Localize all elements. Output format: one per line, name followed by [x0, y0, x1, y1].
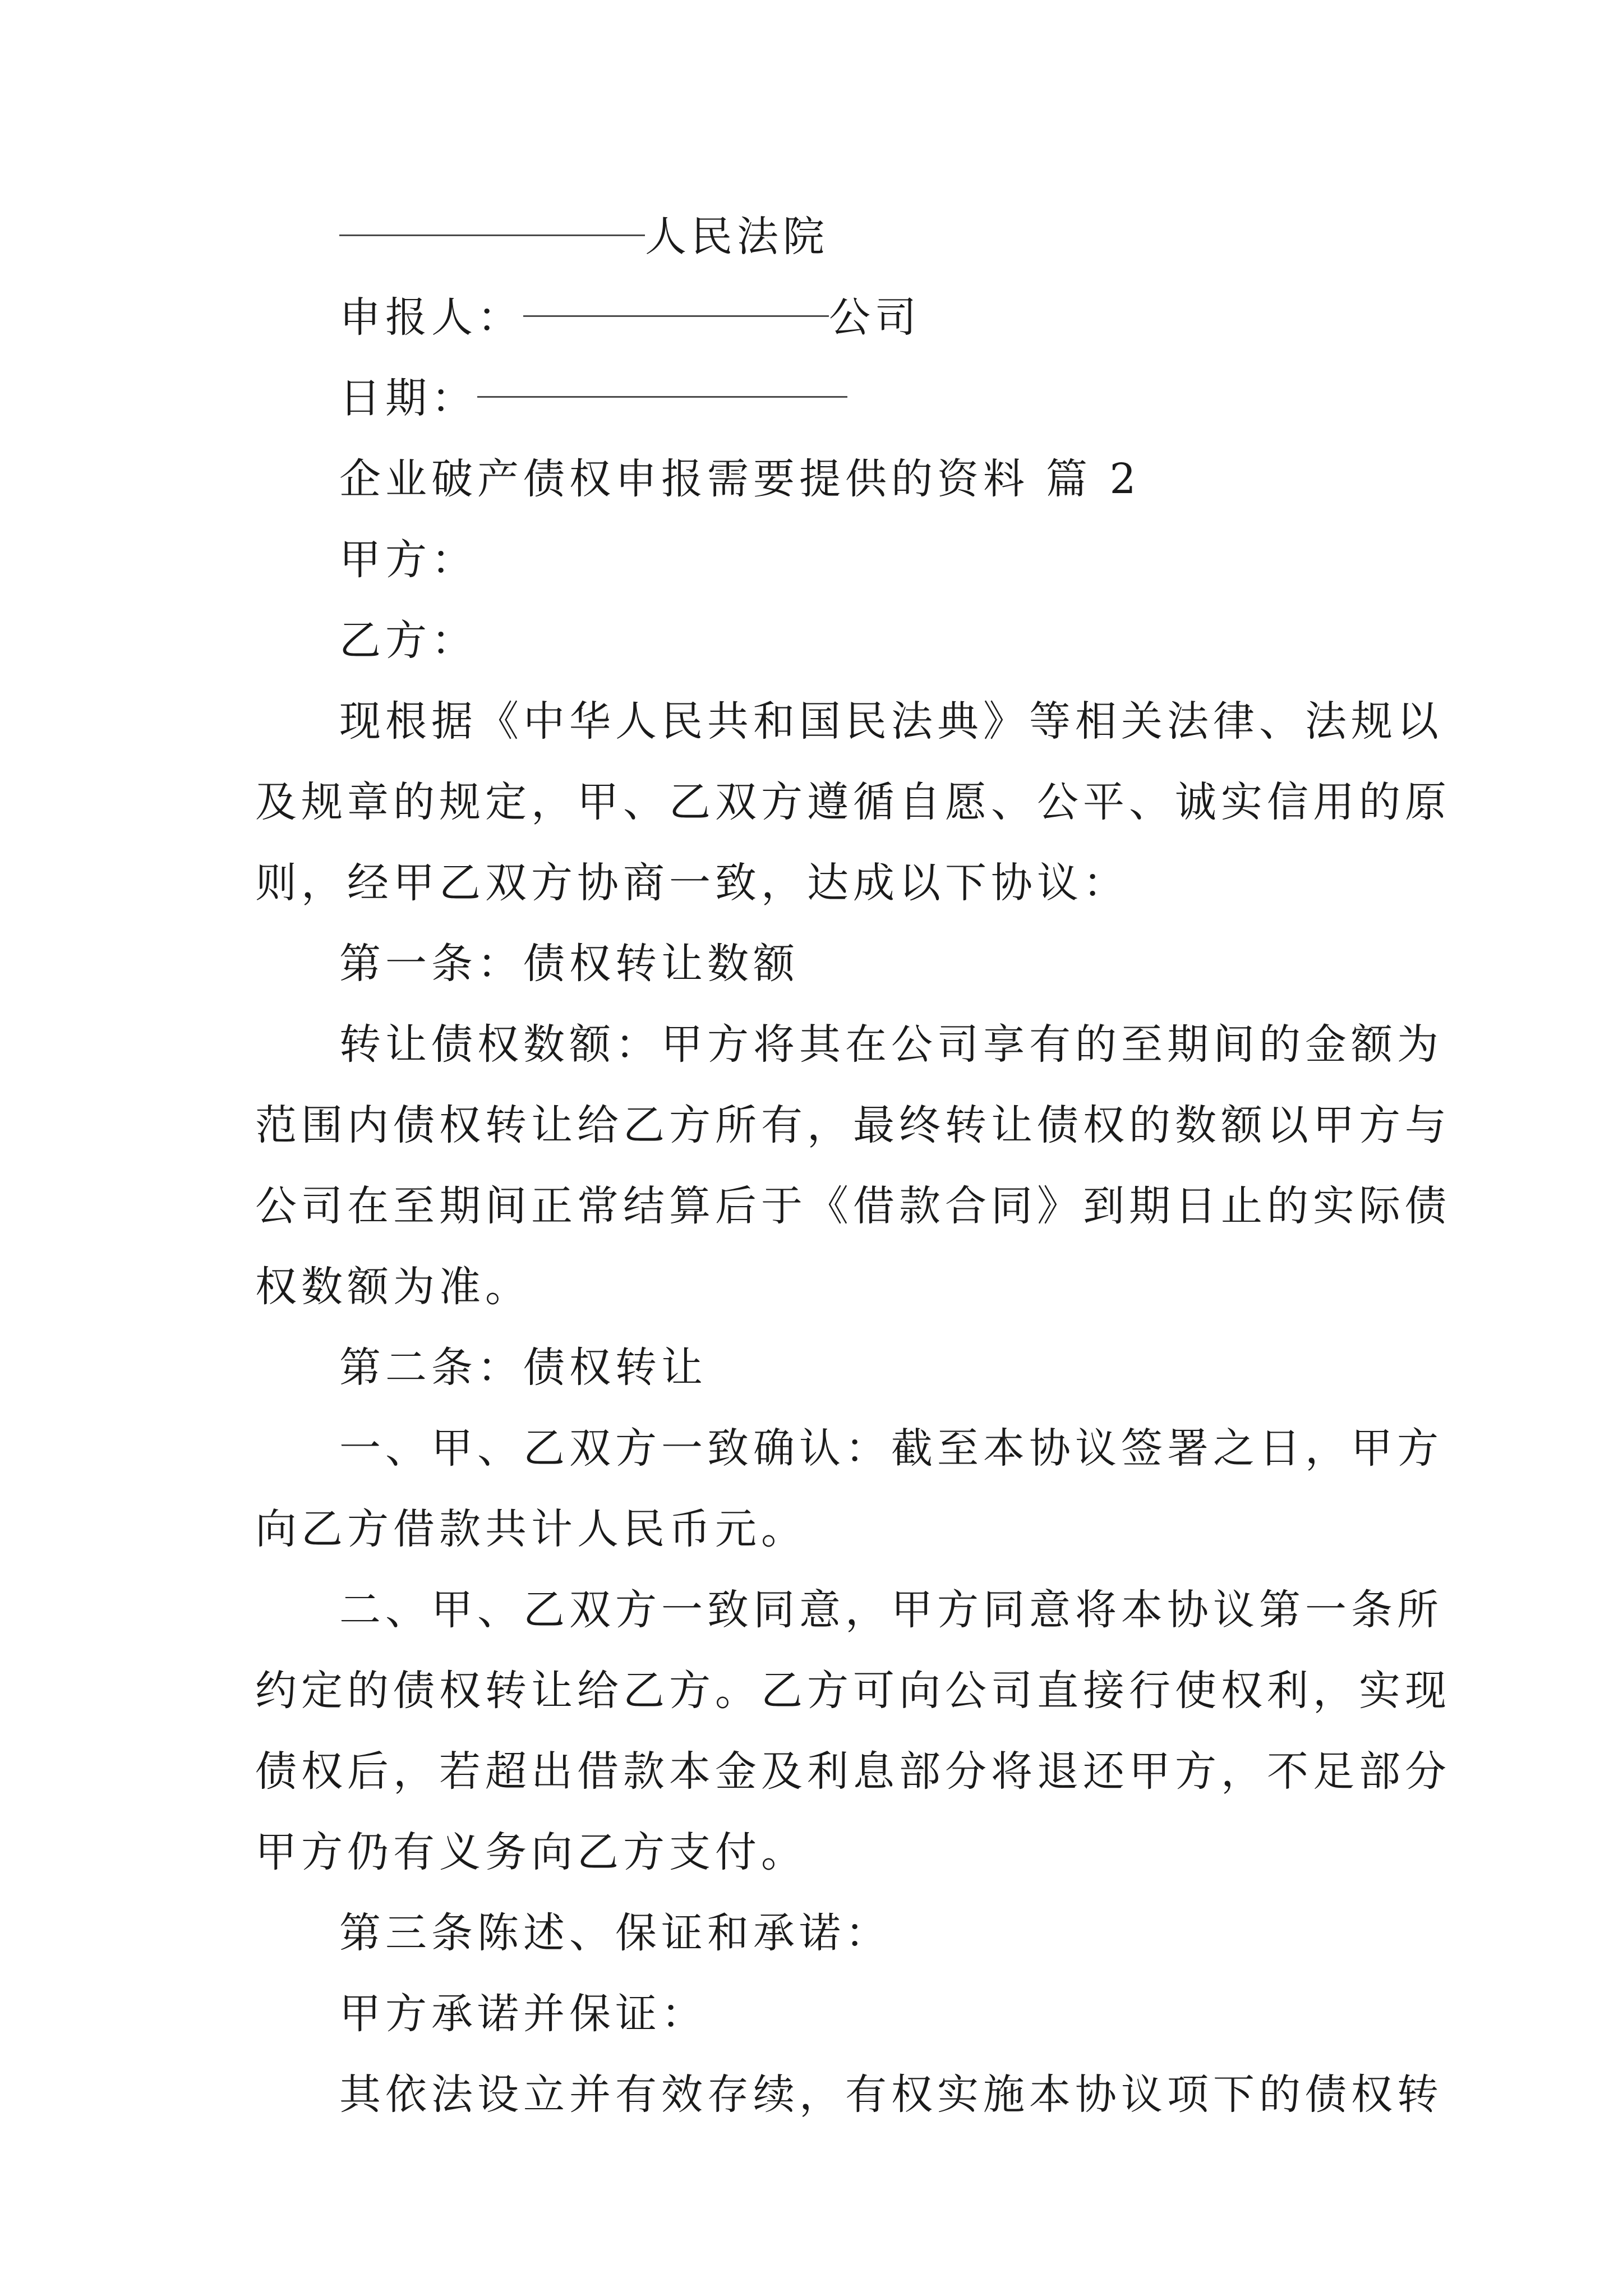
section-number: 篇 2 [1046, 455, 1141, 503]
article-2-item-1-line: 一、甲、乙双方一致确认：截至本协议签署之日，甲方 [339, 1424, 1443, 1473]
article-3-title: 第三条陈述、保证和承诺： [339, 1909, 891, 1957]
article-1-title: 第一条：债权转让数额 [339, 940, 799, 988]
article-2-item-2-line: 约定的债权转让给乙方。乙方可向公司直接行使权利，实现 [255, 1667, 1451, 1715]
article-1-line: 公司在至期间正常结算后于《借款合同》到期日止的实际债 [255, 1182, 1451, 1230]
applicant-suffix: 公司 [829, 293, 921, 342]
party-b-line: 乙方： [339, 616, 477, 665]
article-2-title: 第二条：债权转让 [339, 1343, 707, 1392]
article-2-item-2-line: 债权后，若超出借款本金及利息部分将退还甲方，不足部分 [255, 1747, 1451, 1796]
court-name-blank [339, 233, 645, 236]
article-3-line: 其依法设立并有效存续，有权实施本协议项下的债权转 [339, 2070, 1443, 2119]
court-line [255, 196, 1377, 277]
article-2-item-1-line: 向乙方借款共计人民币元。 [255, 1505, 807, 1553]
article-1-line: 权数额为准。 [255, 1263, 531, 1311]
article-2-item-2-line: 甲方仍有义务向乙方支付。 [255, 1828, 807, 1876]
article-1-line: 范围内债权转让给乙方所有，最终转让债权的数额以甲方与 [255, 1101, 1451, 1149]
intro-line: 及规章的规定，甲、乙双方遵循自愿、公平、诚实信用的原 [255, 778, 1451, 826]
applicant-label: 申报人： [339, 293, 523, 342]
section-heading [255, 439, 1377, 519]
applicant-blank [523, 314, 829, 317]
intro-line: 则，经甲乙双方协商一致，达成以下协议： [255, 859, 1129, 907]
court-suffix: 人民法院 [645, 213, 829, 261]
article-2-item-2-line: 二、甲、乙双方一致同意，甲方同意将本协议第一条所 [339, 1586, 1443, 1634]
party-a-line: 甲方： [339, 536, 477, 584]
section-title: 企业破产债权申报需要提供的资料 [339, 455, 1029, 503]
date-line [255, 358, 1377, 439]
date-label: 日期： [339, 374, 477, 422]
applicant-line [255, 277, 1377, 358]
article-1-line: 转让债权数额：甲方将其在公司享有的至期间的金额为 [339, 1020, 1443, 1069]
article-3-subtitle: 甲方承诺并保证： [339, 1990, 707, 2038]
document-body [255, 196, 1451, 2135]
intro-line: 现根据《中华人民共和国民法典》等相关法律、法规以 [339, 697, 1443, 746]
date-blank [477, 395, 847, 398]
